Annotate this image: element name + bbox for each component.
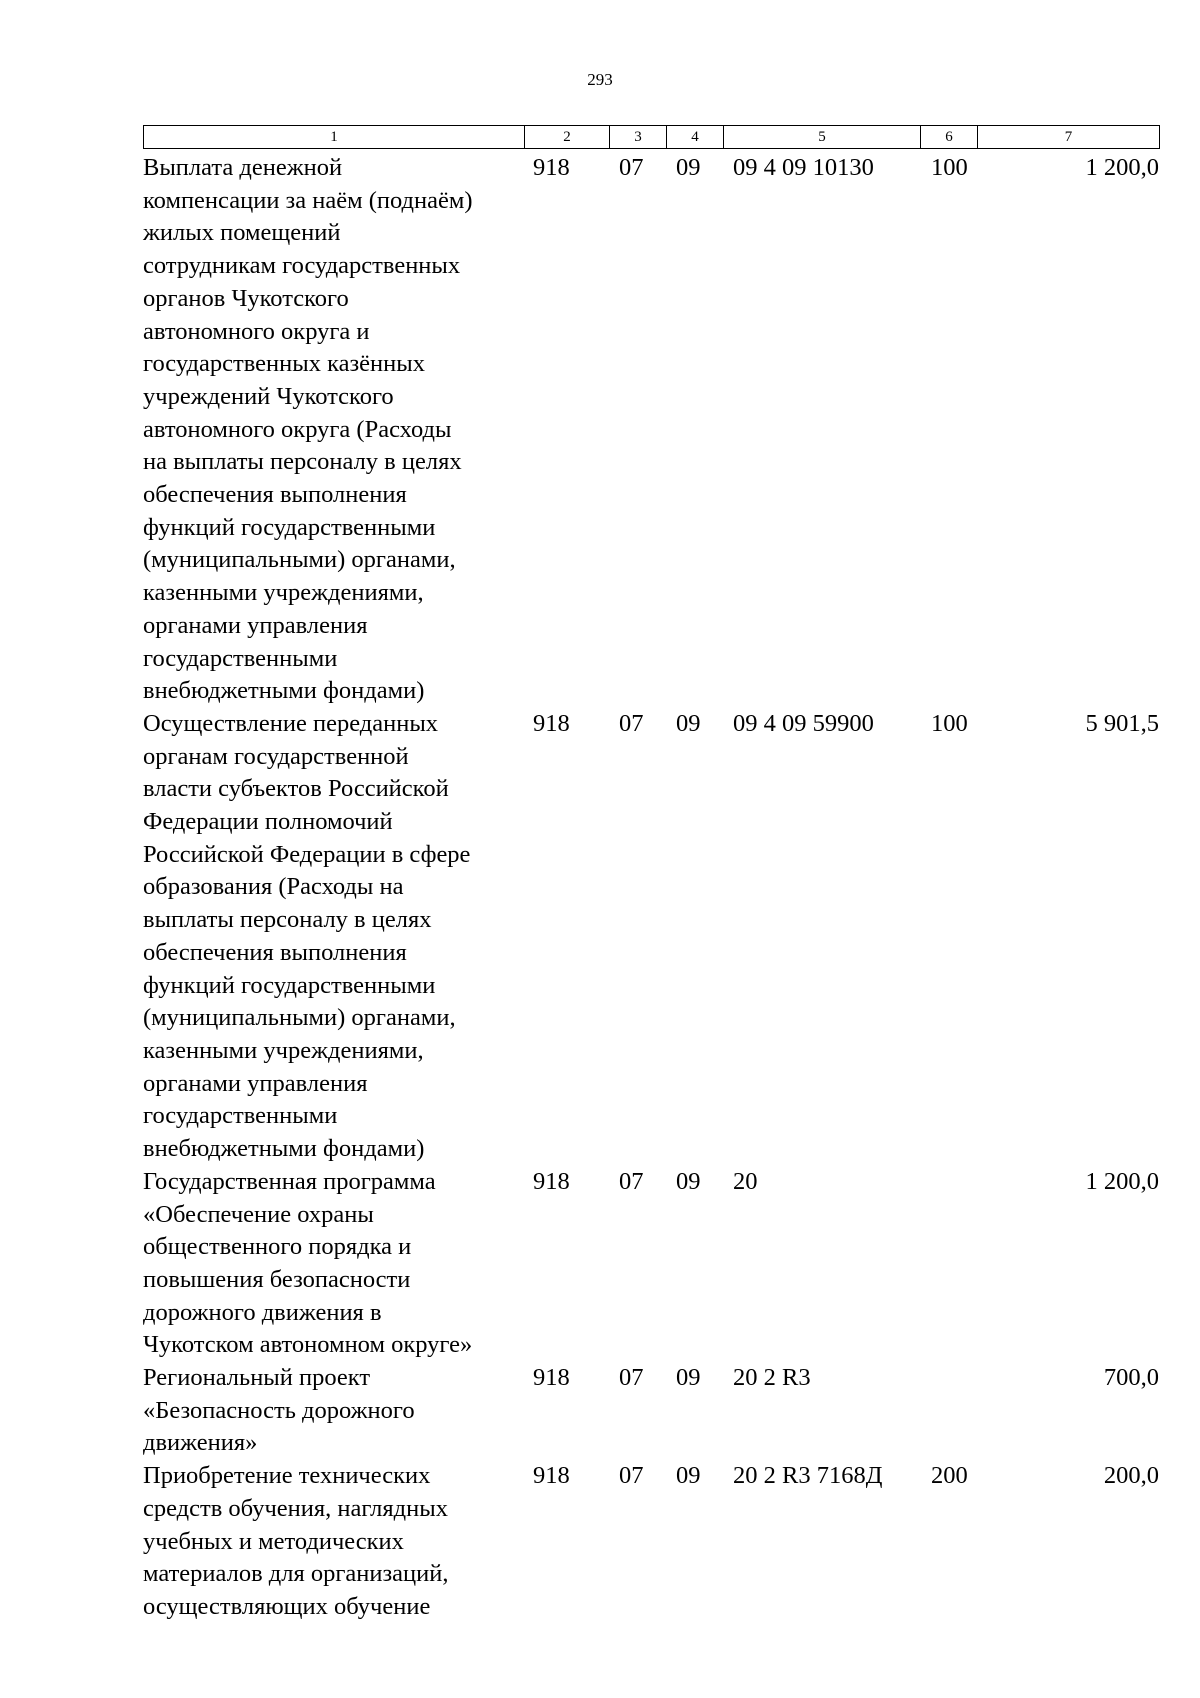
row-name: Государственная программа «Обеспечение охраны общественного порядка и повышения безопасности дорожного движения в Чукотском автономном округе» (143, 1167, 473, 1359)
header-col-7: 7 (978, 126, 1160, 149)
row-ministry: 918 (533, 709, 570, 737)
row-section: 07 (619, 1364, 644, 1392)
table-row (143, 152, 1159, 708)
row-name: Приобретение технических средств обучения, наглядных учебных и методических материалов для организаций, осуществляющих обучение (143, 1462, 449, 1620)
row-target: 20 (733, 1167, 758, 1195)
table-row (143, 1460, 1159, 1624)
row-subsection: 09 (676, 154, 701, 181)
row-name: Выплата денежной компенсации за наём (поднаём) жилых помещений сотрудникам государственных органов Чукотского автономного округа и государственных казённых учреждений Чукотского автономного округа (Расходы на выплаты персоналу в целях обеспечения выполнения функций государственными (муниципальными) органами, казенными учреждениями, органами управления государственными внебюджетными фондами) (143, 154, 473, 705)
table-row (143, 1166, 1159, 1362)
row-subsection: 09 (676, 1462, 701, 1490)
row-target: 20 2 R3 (733, 1364, 811, 1392)
row-ministry: 918 (533, 154, 570, 181)
row-ministry: 918 (533, 1167, 570, 1195)
row-target: 20 2 R3 7168Д (733, 1462, 883, 1490)
row-subsection: 09 (676, 1364, 701, 1392)
row-ministry: 918 (533, 1364, 570, 1392)
row-amount: 5 901,5 (1085, 709, 1159, 737)
row-amount: 1 200,0 (1085, 154, 1159, 181)
table-row (143, 708, 1159, 1166)
page-number: 293 (587, 70, 613, 89)
row-amount: 200,0 (1103, 1462, 1159, 1490)
header-col-3: 3 (610, 126, 667, 149)
row-type: 100 (931, 154, 968, 181)
row-type: 100 (931, 709, 968, 737)
row-type (931, 1362, 1001, 1460)
row-section: 07 (619, 709, 644, 737)
budget-table-body (143, 152, 1159, 1624)
row-section: 07 (619, 1462, 644, 1490)
row-amount: 1 200,0 (1085, 1167, 1159, 1195)
row-name: Осуществление переданных органам государственной власти субъектов Российской Федерации полномочий Российской Федерации в сфере образования (Расходы на выплаты персоналу в целях обеспечения выполнения функций государственными (муниципальными) органами, казенными учреждениями, органами управления государственными внебюджетными фондами) (143, 709, 471, 1163)
row-target: 09 4 09 59900 (733, 709, 874, 737)
row-target: 09 4 09 10130 (733, 154, 874, 181)
row-amount: 700,0 (1103, 1364, 1159, 1392)
header-col-6: 6 (921, 126, 978, 149)
row-type (931, 1166, 1001, 1362)
header-col-1: 1 (144, 126, 525, 149)
row-subsection: 09 (676, 709, 701, 737)
row-section: 07 (619, 1167, 644, 1195)
header-col-4: 4 (667, 126, 724, 149)
header-col-5: 5 (724, 126, 921, 149)
row-subsection: 09 (676, 1167, 701, 1195)
row-section: 07 (619, 154, 644, 181)
table-row (143, 1362, 1159, 1460)
row-name: Региональный проект «Безопасность дорожного движения» (143, 1364, 415, 1457)
row-type: 200 (931, 1462, 968, 1490)
header-col-2: 2 (525, 126, 610, 149)
column-number-header (143, 125, 1160, 149)
row-ministry: 918 (533, 1462, 570, 1490)
